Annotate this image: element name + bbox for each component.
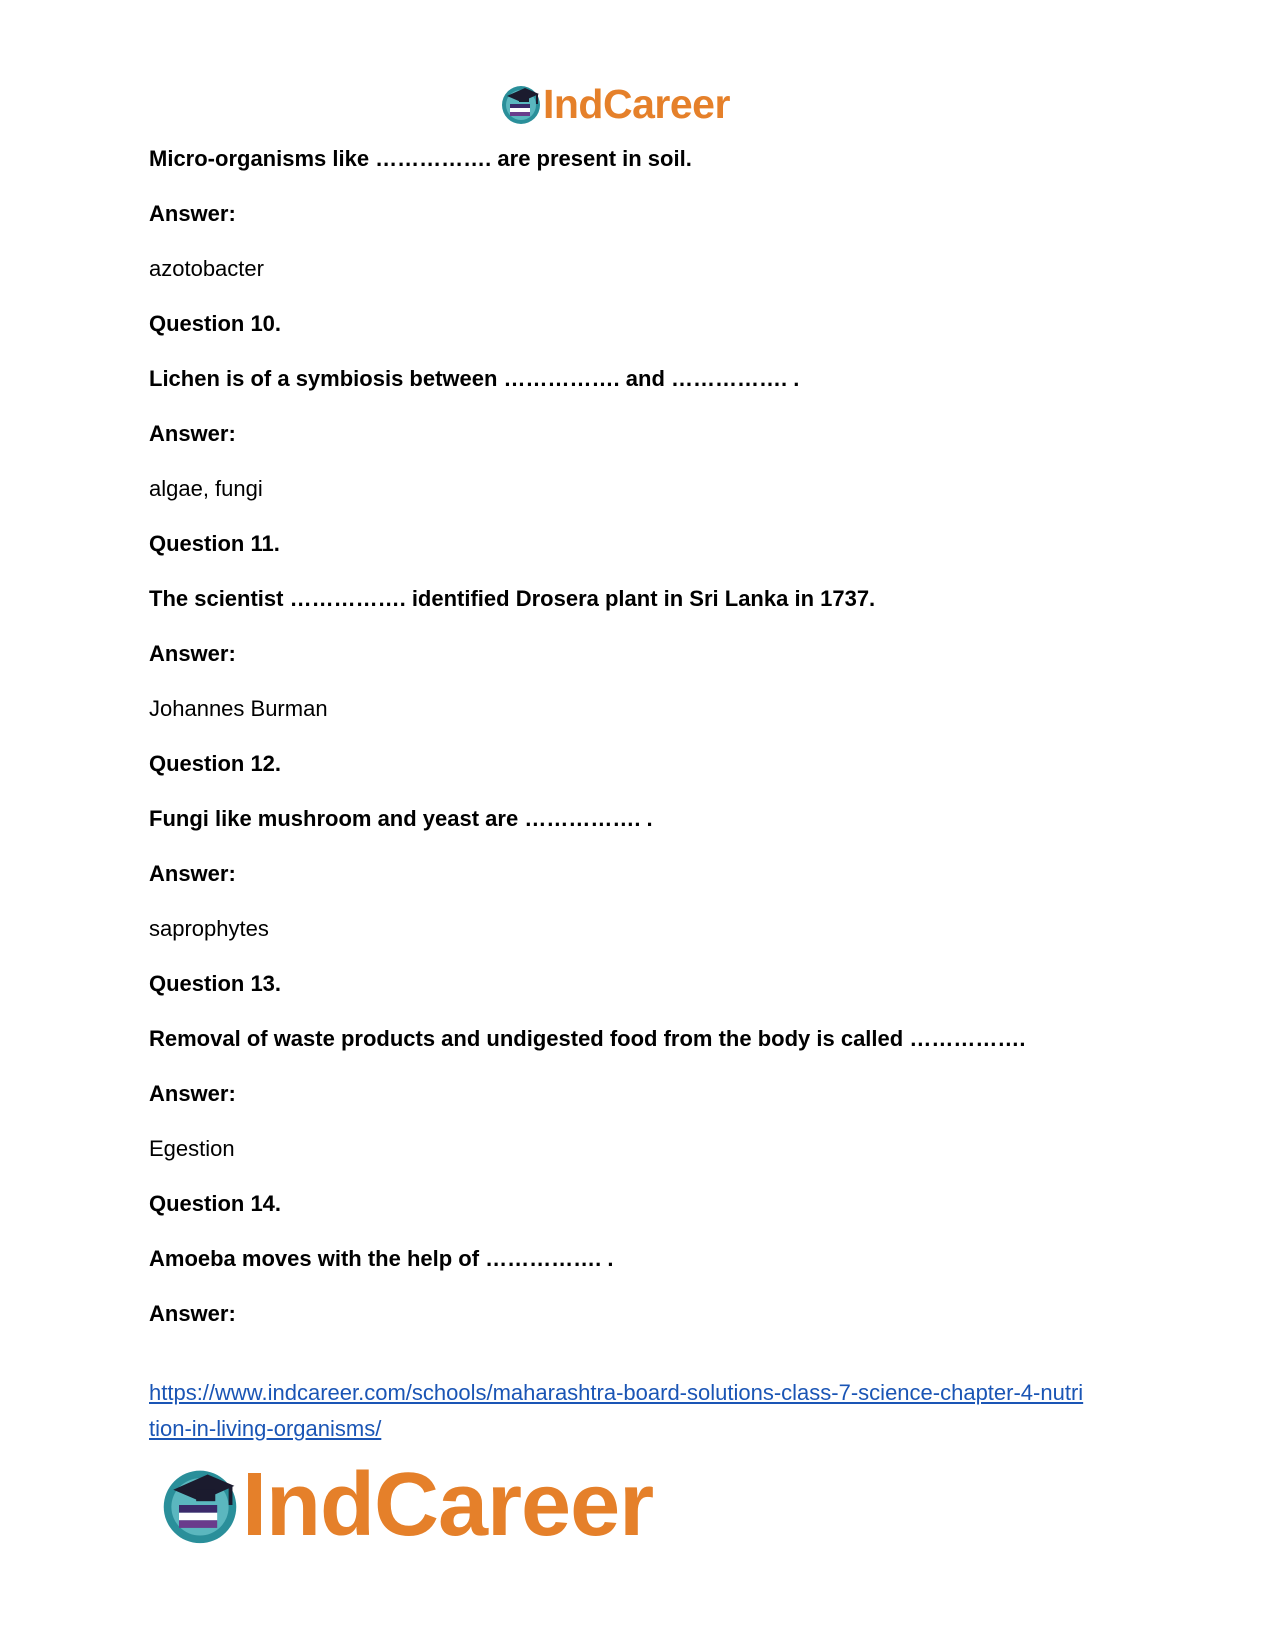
brand-wordmark: IndCareer <box>543 80 730 127</box>
question-number: Question 10. <box>149 311 282 336</box>
question-text: Micro-organisms like ……………. are present in soil. <box>149 146 692 171</box>
source-link-line-1[interactable]: https://www.indcareer.com/schools/maharashtra-board-solutions-class-7-science-chapter-4-nutri <box>149 1380 1084 1405</box>
question-number: Question 11. <box>149 531 280 556</box>
header-logo <box>499 80 730 128</box>
question-text: Lichen is of a symbiosis between ……………. and ……………. . <box>149 366 800 391</box>
brand-wordmark: IndCareer <box>242 1455 654 1555</box>
question-text: The scientist ……………. identified Drosera plant in Sri Lanka in 1737. <box>149 586 876 611</box>
source-link[interactable] <box>149 1375 1139 1447</box>
question-text: Fungi like mushroom and yeast are ……………. . <box>149 806 653 831</box>
answer-text: azotobacter <box>149 256 264 281</box>
answer-label: Answer: <box>149 421 236 446</box>
answer-text: saprophytes <box>149 916 269 941</box>
question-number: Question 14. <box>149 1191 282 1216</box>
answer-text: Egestion <box>149 1136 235 1161</box>
question-text: Removal of waste products and undigested food from the body is called ……………. <box>149 1026 1026 1051</box>
graduation-cap-globe-icon <box>158 1463 242 1547</box>
answer-label: Answer: <box>149 201 236 226</box>
source-link-line-2[interactable]: tion-in-living-organisms/ <box>149 1416 382 1441</box>
answer-label: Answer: <box>149 641 236 666</box>
answer-text: Johannes Burman <box>149 696 328 721</box>
graduation-cap-globe-icon <box>499 82 543 126</box>
qa-content <box>149 146 1129 1356</box>
answer-label: Answer: <box>149 1301 236 1326</box>
answer-text: algae, fungi <box>149 476 263 501</box>
question-number: Question 12. <box>149 751 282 776</box>
answer-label: Answer: <box>149 861 236 886</box>
answer-label: Answer: <box>149 1081 236 1106</box>
footer-logo <box>158 1455 653 1555</box>
question-text: Amoeba moves with the help of ……………. . <box>149 1246 614 1271</box>
question-number: Question 13. <box>149 971 282 996</box>
